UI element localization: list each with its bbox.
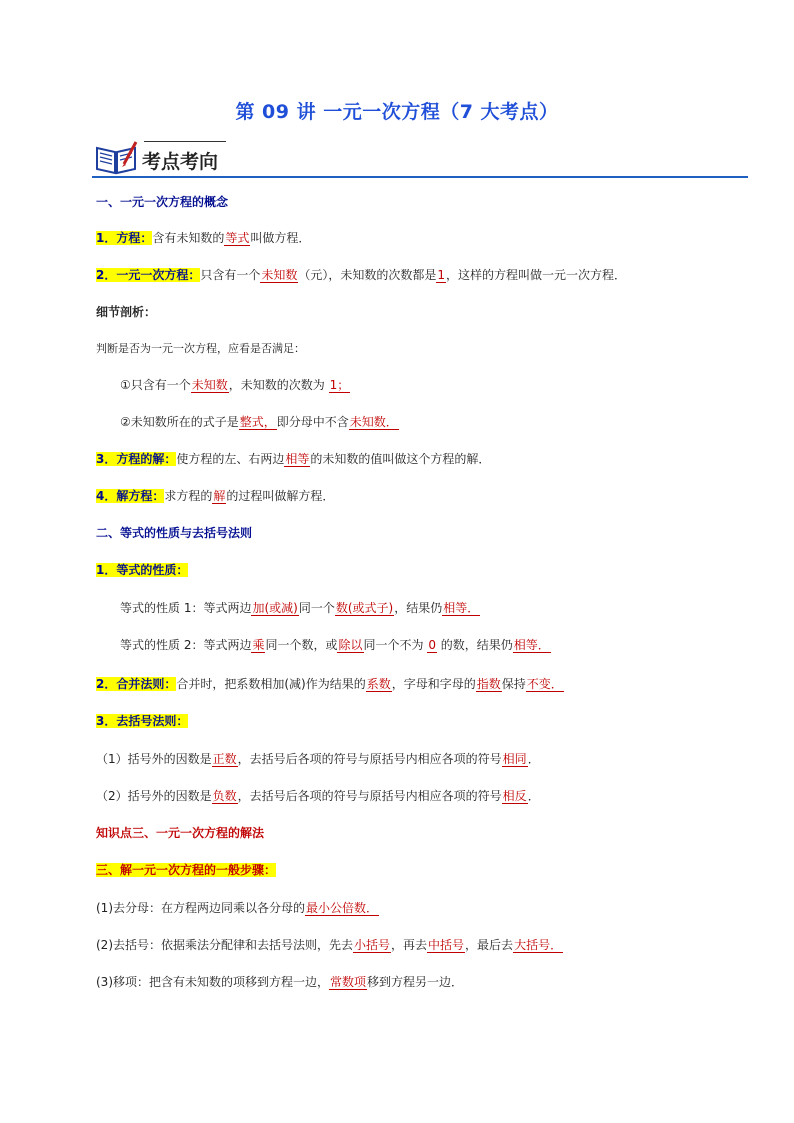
section-1-heading: 一、一元一次方程的概念 (96, 195, 229, 209)
step-3: (3)移项：把含有未知数的项移到方程一边，常数项移到方程另一边． (96, 975, 464, 989)
item-equation: 1．方程：含有未知数的等式叫做方程． (96, 231, 311, 245)
open-book-icon (94, 140, 138, 176)
property-1: 等式的性质 1：等式两边加(或减)同一个数(或式子)，结果仍相等． (120, 601, 480, 615)
condition-2: ②未知数所在的式子是整式，即分母中不含未知数． (120, 415, 398, 429)
property-2: 等式的性质 2：等式两边乘同一个数，或除以同一个不为 0 的数，结果仍相等． (120, 638, 550, 652)
item-solving: 4．解方程：求方程的解的过程叫做解方程． (96, 489, 335, 503)
item-solution: 3．方程的解：使方程的左、右两边相等的未知数的值叫做这个方程的解． (96, 452, 491, 466)
item-bracket-rule: 3．去括号法则： (96, 714, 189, 728)
item-linear-equation: 2．一元一次方程：只含有一个未知数（元），未知数的次数都是1，这样的方程叫做一元一次方程． (96, 268, 627, 282)
banner-rule (92, 176, 748, 178)
section-2-heading: 二、等式的性质与去括号法则 (96, 526, 253, 540)
knowledge-point-3-heading: 知识点三、一元一次方程的解法 (96, 826, 265, 840)
condition-1: ①只含有一个未知数，未知数的次数为 1； (120, 378, 350, 392)
item-equality-properties: 1．等式的性质： (96, 563, 189, 577)
section-banner (92, 138, 748, 180)
detail-heading: 细节剖析： (96, 305, 157, 319)
rule-negative: （2）括号外的因数是负数，去括号后各项的符号与原括号内相应各项的符号相反． (96, 789, 540, 803)
step-1: (1)去分母：在方程两边同乘以各分母的最小公倍数． (96, 901, 379, 915)
step-2: (2)去括号：依据乘法分配律和去括号法则，先去小括号，再去中括号，最后去大括号． (96, 938, 563, 952)
banner-label: 考点考向 (142, 151, 219, 173)
page-title: 第 09 讲 一元一次方程（7 大考点） (235, 101, 559, 123)
rule-positive: （1）括号外的因数是正数，去括号后各项的符号与原括号内相应各项的符号相同． (96, 752, 540, 766)
banner-top-line (144, 141, 226, 142)
item-combine-rule: 2．合并法则：合并时，把系数相加(减)作为结果的系数，字母和字母的指数保持不变． (96, 677, 563, 691)
steps-heading: 三、解一元一次方程的一般步骤： (96, 863, 277, 877)
judge-text: 判断是否为一元一次方程，应看是否满足： (96, 342, 305, 355)
